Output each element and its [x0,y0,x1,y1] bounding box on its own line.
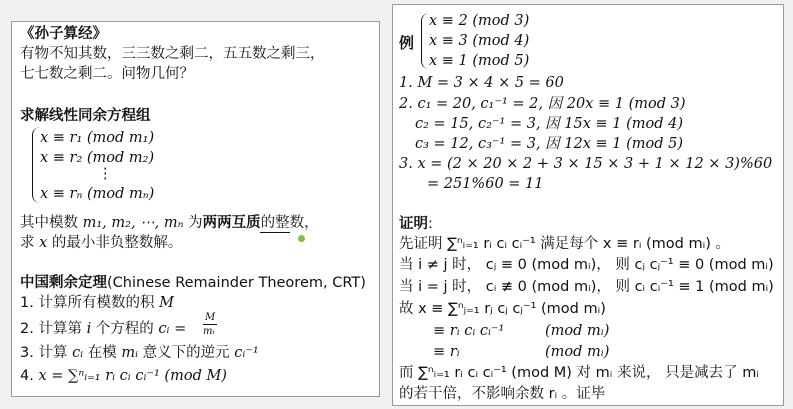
problem-line-2: 七七数之剩二。问物几何？ [20,66,194,82]
example-eq-2: x ≡ 3 (mod 4) [429,33,530,49]
proof-line-7: 而 ∑ⁿᵢ₌₁ rᵢ cᵢ cᵢ⁻¹ (mod M) 对 mᵢ 来说， 只是减去了 mᵢ [399,365,759,381]
condition-line: 其中模数 m₁, m₂, ⋯, mₙ 为两两互质的整数， [20,215,319,231]
step2-fraction-num: M [205,312,216,323]
example-eq-1: x ≡ 2 (mod 3) [429,13,530,29]
proof-line-1: 先证明 ∑ⁿᵢ₌₁ rᵢ cᵢ cᵢ⁻¹ 满足每个 x ≡ rᵢ (mod mᵢ) 。 [399,236,730,252]
proof-line-5: ≡ rᵢ cᵢ cᵢ⁻¹ [433,323,505,339]
example-line-2b: c₂ = 15, c₂⁻¹ = 3, 因 15x ≡ 1 (mod 4) [415,116,684,132]
crt-step-1: 1. 计算所有模数的积 M [20,295,174,311]
crt-step-4: 4. x = ∑ⁿᵢ₌₁ rᵢ cᵢ cᵢ⁻¹ (mod M) [20,368,227,384]
crt-step-2: 2. 计算第 i 个方程的 cᵢ = [20,321,187,337]
proof-line-8: 的若干倍，不影响余数 rᵢ 。证毕 [399,386,606,402]
example-line-3a: 3. x = (2 × 20 × 2 + 3 × 15 × 3 + 1 × 12 × 3)%60 [399,156,773,172]
crt-step-3: 3. 计算 cᵢ 在模 mᵢ 意义下的逆元 cᵢ⁻¹ [20,345,259,361]
cursor-dot [298,235,305,242]
right-panel [392,4,784,406]
example-line-3b: = 251%60 = 11 [427,176,544,192]
crt-heading: 中国剩余定理(Chinese Remainder Theorem, CRT) [20,275,366,291]
book-title: 《孙子算经》 [20,26,107,42]
system-eq-n: x ≡ rₙ (mod mₙ) [40,186,155,202]
proof-line-3: 当 i = j 时， cᵢ ≢ 0 (mod mᵢ)， 则 cᵢ cᵢ⁻¹ ≡ 1 (mod mᵢ) [399,279,774,295]
task-line: 求 x 的最小非负整数解。 [20,235,183,251]
system-eq-2: x ≡ r₂ (mod m₂) [40,150,155,166]
example-line-2a: 2. c₁ = 20, c₁⁻¹ = 2, 因 20x ≡ 1 (mod 3) [399,96,686,112]
system-eq-1: x ≡ r₁ (mod m₁) [40,130,155,146]
proof-line-6: ≡ rᵢ [433,344,460,360]
example-label: 例 [399,34,415,52]
example-eq-3: x ≡ 1 (mod 5) [429,53,530,69]
system-heading: 求解线性同余方程组 [20,108,151,124]
problem-line-1: 有物不知其数，三三数之剩二，五五数之剩三， [20,46,325,62]
proof-heading: 证明: [399,216,433,232]
integer-underline [260,232,290,233]
left-panel [11,21,380,397]
system-vdots: ⋮ [98,166,113,182]
proof-line-4: 故 x ≡ ∑ⁿⱼ₌₁ rⱼ cⱼ cⱼ⁻¹ (mod mᵢ) [399,301,606,317]
proof-line-6-mod: (mod mᵢ) [545,344,610,360]
example-line-1: 1. M = 3 × 4 × 5 = 60 [399,75,564,91]
example-line-2c: c₃ = 12, c₃⁻¹ = 3, 因 12x ≡ 1 (mod 5) [415,136,684,152]
step2-fraction-den: mᵢ [203,326,215,337]
proof-line-5-mod: (mod mᵢ) [545,323,610,339]
step2-fraction-bar [203,324,217,325]
proof-line-2: 当 i ≠ j 时， cⱼ ≡ 0 (mod mᵢ)， 则 cⱼ cⱼ⁻¹ ≡ 0 (mod mᵢ) [399,257,774,273]
